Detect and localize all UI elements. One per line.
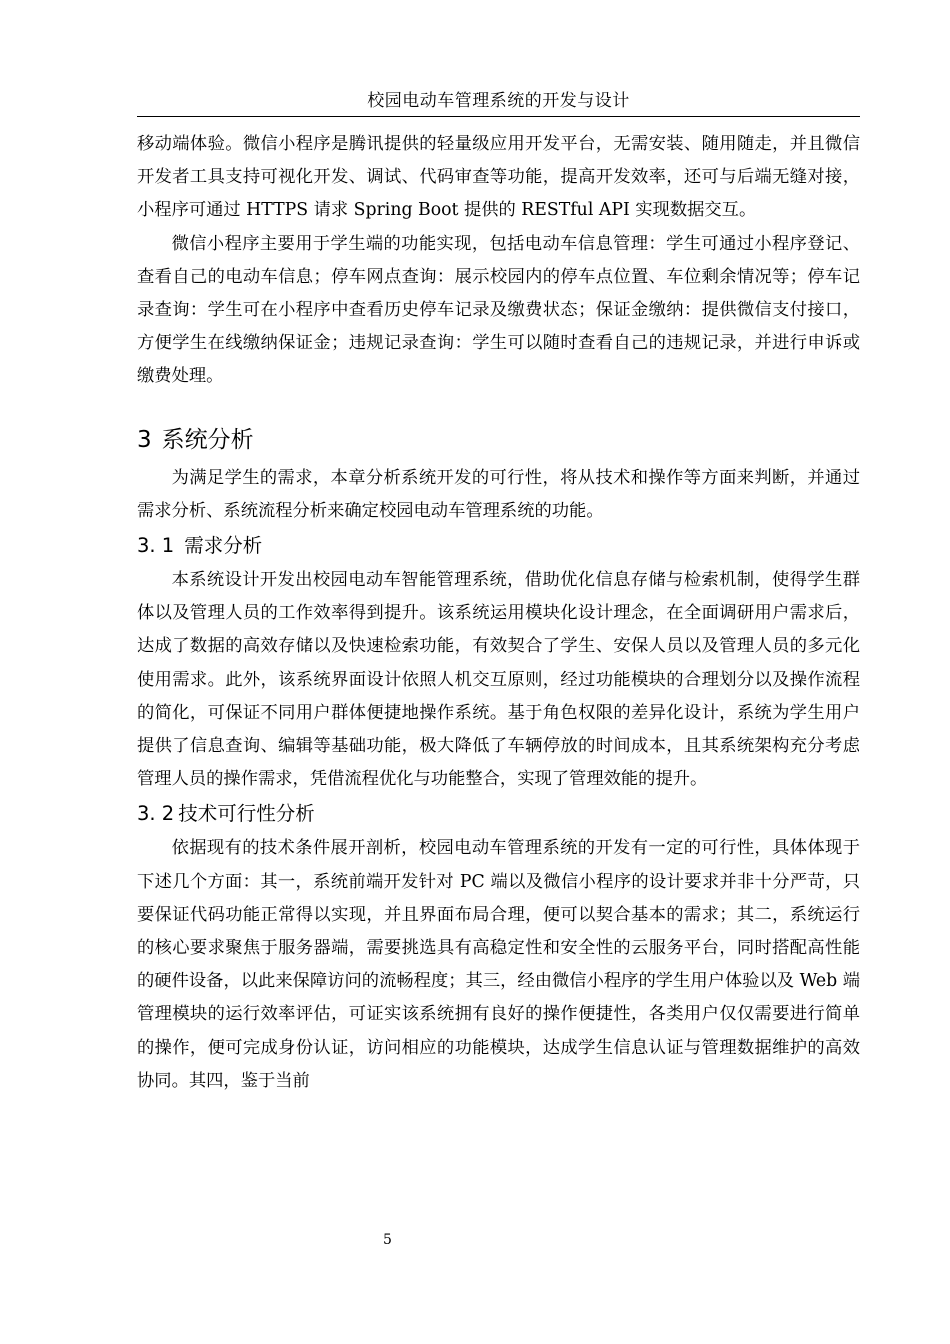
- header-title: 校园电动车管理系统的开发与设计: [367, 91, 630, 111]
- paragraph-technical-feasibility: 依据现有的技术条件展开剖析，校园电动车管理系统的开发有一定的可行性，具体体现于下述几个方面：其一，系统前端开发针对 PC 端以及微信小程序的设计要求并非十分严苛，只要保证代码功能正常得以实现，并且界面布局合理，便可以契合基本的需求；其二，系统运行的核心要求聚焦于服务器端，需要挑选具有高稳定性和安全性的云服务平台，同时搭配高性能的硬件设备，以此来保障访问的流畅程度；其三，经由微信小程序的学生用户体验以及 Web 端管理模块的运行效率评估，可证实该系统拥有良好的操作便捷性，各类用户仅仅需要进行简单的操作，便可完成身份认证，访问相应的功能模块，达成学生信息认证与管理数据维护的高效协同。其四，鉴于当前: [137, 838, 860, 1091]
- paragraph-chapter-intro: 为满足学生的需求，本章分析系统开发的可行性，将从技术和操作等方面来判断，并通过需求分析、系统流程分析来确定校园电动车管理系统的功能。: [137, 467, 860, 521]
- heading-title: 需求分析: [184, 534, 263, 558]
- heading-title: 技术可行性分析: [178, 802, 315, 826]
- page-body: [137, 128, 860, 1098]
- paragraph-mini-program-features: 微信小程序主要用于学生端的功能实现，包括电动车信息管理：学生可通过小程序登记、查看自己的电动车信息；停车网点查询：展示校园内的停车点位置、车位剩余情况等；停车记录查询：学生可在小程序中查看历史停车记录及缴费状态；保证金缴纳：提供微信支付接口，方便学生在线缴纳保证金；违规记录查询：学生可以随时查看自己的违规记录，并进行申诉或缴费处理。: [137, 233, 860, 387]
- paragraph-intro-continued: 移动端体验。微信小程序是腾讯提供的轻量级应用开发平台，无需安装、随用随走，并且微信开发者工具支持可视化开发、调试、代码审查等功能，提高开发效率，还可与后端无缝对接，小程序可通过 HTTPS 请求 Spring Boot 提供的 RESTful API 实现数据交互。: [137, 134, 860, 221]
- heading-chapter-3: [137, 420, 860, 460]
- page-number: 5: [383, 1232, 392, 1248]
- heading-number: 3. 1: [137, 534, 175, 558]
- paragraph-requirements: 本系统设计开发出校园电动车智能管理系统，借助优化信息存储与检索机制，使得学生群体以及管理人员的工作效率得到提升。该系统运用模块化设计理念，在全面调研用户需求后，达成了数据的高效存储以及快速检索功能，有效契合了学生、安保人员以及管理人员的多元化使用需求。此外，该系统界面设计依照人机交互原则，经过功能模块的合理划分以及操作流程的简化，可保证不同用户群体便捷地操作系统。基于角色权限的差异化设计，系统为学生用户提供了信息查询、编辑等基础功能，极大降低了车辆停放的时间成本，且其系统架构充分考虑管理人员的操作需求，凭借流程优化与功能整合，实现了管理效能的提升。: [137, 570, 860, 790]
- heading-number: 3. 2: [137, 802, 175, 826]
- heading-number: 3: [137, 426, 152, 453]
- heading-title: 系统分析: [161, 426, 254, 453]
- heading-section-3-2: [137, 798, 860, 830]
- running-header: [137, 88, 860, 117]
- heading-section-3-1: [137, 530, 860, 562]
